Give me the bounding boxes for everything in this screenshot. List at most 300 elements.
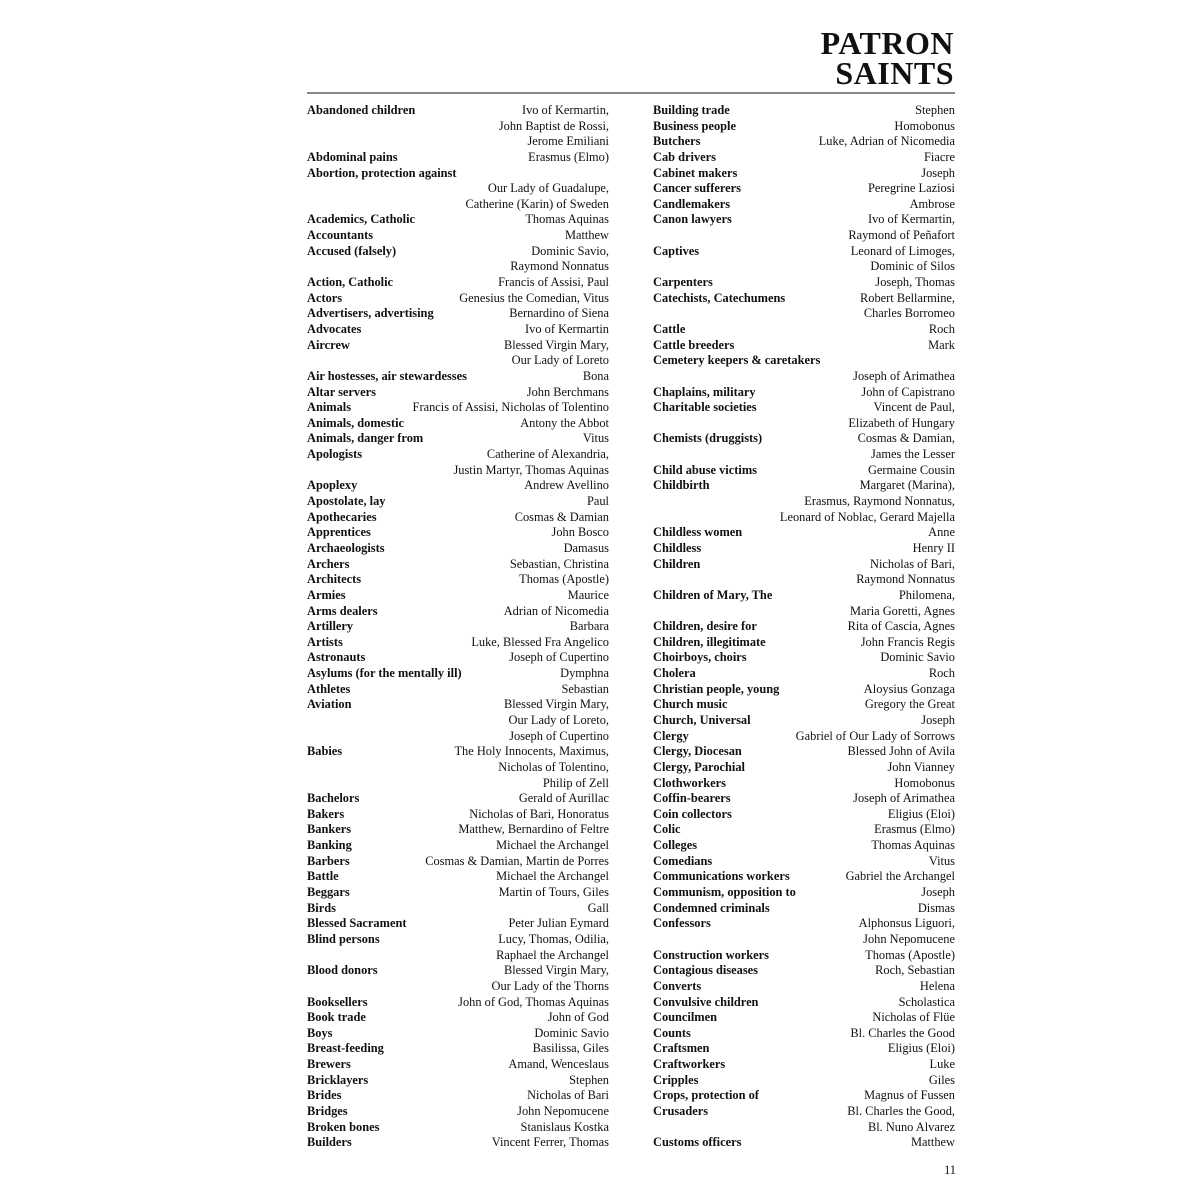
index-entry [307,916,609,932]
index-entry [653,776,955,792]
entry-term: Christian people, young [653,681,780,696]
index-entry [307,1057,609,1073]
entry-saint: Ivo of Kermartin, [867,212,955,227]
entry-term: Archers [307,556,350,571]
index-entry [653,838,955,854]
entry-term: Church, Universal [653,712,751,727]
entry-term: Artists [307,634,343,649]
index-entry [653,463,955,479]
entry-saint: Nicholas of Bari, [870,556,955,571]
page-number: 11 [944,1163,956,1177]
entry-saint: Joseph of Cupertino [509,650,609,665]
entry-saint: Leonard of Noblac, Gerard Majella [779,509,955,524]
entry-term: Accused (falsely) [307,243,397,258]
entry-saint: Our Lady of Guadalupe, [487,181,609,196]
index-entry [307,822,609,838]
entry-saint: Gerald of Aurillac [518,791,609,806]
entry-term: Chemists (druggists) [653,431,763,446]
entry-saint: Dominic of Silos [870,259,955,274]
entry-saint: Philomena, [898,587,955,602]
entry-term: Clergy, Diocesan [653,744,742,759]
entry-saint: Gregory the Great [864,697,955,712]
entry-saint: The Holy Innocents, Maximus, [454,744,609,759]
entry-saint: Nicholas of Bari [527,1088,609,1103]
index-entry [653,822,955,838]
entry-term: Building trade [653,103,730,117]
entry-term: Blind persons [307,931,380,946]
entry-saint: Bl. Charles the Good [850,1025,955,1040]
entry-term: Action, Catholic [307,275,394,290]
entry-saint: John of God [547,1010,609,1025]
index-entry [653,353,955,369]
index-entry [653,713,955,729]
entry-term: Condemned criminals [653,900,770,915]
entry-saint: Roch, Sebastian [875,963,955,978]
entry-saint: Joseph [921,712,955,727]
index-entry [307,776,609,792]
entry-saint: Stephen [569,1072,609,1087]
title-rule [307,92,955,94]
entry-saint: Luke [929,1057,955,1072]
index-entry [653,932,955,948]
index-entry [653,510,955,526]
entry-term: Apoplexy [307,478,358,493]
index-entry [653,729,955,745]
index-entry [653,1135,955,1151]
index-entry [653,682,955,698]
entry-saint: Basilissa, Giles [532,1041,609,1056]
entry-saint: Erasmus (Elmo) [874,822,955,837]
entry-saint: Peter Julian Eymard [508,916,609,931]
entry-term: Abandoned children [307,103,416,117]
entry-term: Artillery [307,619,354,634]
index-entry [653,791,955,807]
entry-saint: Our Lady of Loreto, [508,712,609,727]
index-entry [307,666,609,682]
index-entry [307,635,609,651]
entry-saint: Homobonus [894,775,955,790]
index-entry [653,604,955,620]
entry-term: Brewers [307,1057,351,1072]
entry-saint: Stephen [915,103,955,117]
index-entry [653,588,955,604]
index-entry [307,979,609,995]
entry-saint: Our Lady of the Thorns [491,978,609,993]
entry-saint: Magnus of Fussen [864,1088,955,1103]
entry-saint: Dismas [917,900,955,915]
index-entry [653,228,955,244]
entry-term: Crops, protection of [653,1088,759,1103]
index-entry [653,979,955,995]
entry-term: Athletes [307,681,351,696]
entry-saint: Helena [919,978,955,993]
entry-term: Convulsive children [653,994,759,1009]
index-entry [653,166,955,182]
entry-term: Babies [307,744,343,759]
entry-saint: Philip of Zell [542,775,609,790]
index-entry [653,572,955,588]
entry-saint: Justin Martyr, Thomas Aquinas [453,462,609,477]
index-entry [307,510,609,526]
entry-saint: Vitus [582,431,609,446]
entry-saint: Eligius (Eloi) [887,1041,955,1056]
index-entry [653,744,955,760]
index-entry [307,650,609,666]
entry-saint: Erasmus, Raymond Nonnatus, [804,494,955,509]
entry-saint: Thomas Aquinas [871,838,955,853]
index-entry [653,760,955,776]
entry-saint: Blessed Virgin Mary, [503,697,609,712]
entry-term: Apologists [307,447,363,462]
entry-term: Coffin-bearers [653,791,731,806]
entry-term: Accountants [307,228,374,243]
entry-term: Apprentices [307,525,371,540]
entry-term: Clergy, Parochial [653,759,745,774]
entry-term: Confessors [653,916,711,931]
entry-saint: Margaret (Marina), [859,478,955,493]
entry-saint: Luke, Adrian of Nicomedia [818,134,955,149]
entry-term: Crusaders [653,1104,709,1118]
entry-term: Colic [653,822,681,837]
entry-term: Boys [307,1025,333,1040]
index-entry [653,275,955,291]
entry-saint: Joseph of Arimathea [853,368,955,383]
entry-saint: Scholastica [898,994,955,1009]
index-entry [653,338,955,354]
index-entry [653,212,955,228]
index-entry [653,259,955,275]
right-column [653,103,955,1151]
entry-term: Animals, danger from [307,431,424,446]
entry-saint: Genesius the Comedian, Vitus [459,290,609,305]
entry-term: Banking [307,838,352,853]
index-entry [307,478,609,494]
entry-saint: John of God, Thomas Aquinas [458,994,609,1009]
index-entry [653,1104,955,1120]
entry-saint: Giles [928,1072,955,1087]
index-entry [307,322,609,338]
index-entry [307,854,609,870]
entry-saint: Andrew Avellino [524,478,609,493]
index-entry [653,119,955,135]
entry-saint: Gabriel the Archangel [845,869,955,884]
entry-term: Blessed Sacrament [307,916,407,931]
entry-saint: Bl. Charles the Good, [847,1104,955,1118]
entry-term: Actors [307,290,343,305]
entry-saint: Matthew [564,228,609,243]
entry-term: Coin collectors [653,806,732,821]
index-entry [307,807,609,823]
entry-saint: Anne [928,525,955,540]
entry-saint: Eligius (Eloi) [887,806,955,821]
entry-term: Catechists, Catechumens [653,290,786,305]
entry-saint: Nicholas of Flüe [872,1010,955,1025]
index-entry [653,697,955,713]
entry-saint: Bl. Nuno Alvarez [867,1119,955,1134]
entry-term: Brides [307,1088,342,1103]
index-entry [307,463,609,479]
entry-saint: Adrian of Nicomedia [503,603,609,618]
entry-saint: John Vianney [887,759,955,774]
index-entry [307,1010,609,1026]
index-entry [307,353,609,369]
entry-term: Bakers [307,806,345,821]
index-entry [307,385,609,401]
index-entry [653,854,955,870]
entry-term: Childless women [653,525,743,540]
index-entry [653,1010,955,1026]
index-entry [653,431,955,447]
entry-saint: Peregrine Laziosi [867,181,955,196]
index-entry [307,1041,609,1057]
entry-term: Cancer sufferers [653,181,741,196]
entry-saint: Antony the Abbot [520,415,609,430]
index-entry [307,134,609,150]
entry-saint: Lucy, Thomas, Odilia, [498,931,609,946]
entry-saint: Amand, Wenceslaus [508,1057,609,1072]
entry-saint: Cosmas & Damian, Martin de Porres [425,853,609,868]
entry-term: Childbirth [653,478,710,493]
index-entry [653,322,955,338]
index-entry [307,400,609,416]
entry-saint: Joseph, Thomas [875,275,955,290]
entry-saint: Dominic Savio [534,1025,609,1040]
index-entry [653,103,955,119]
index-entry [653,963,955,979]
index-entry [307,525,609,541]
entry-term: Abdominal pains [307,149,398,164]
entry-term: Apothecaries [307,509,377,524]
entry-term: Cabinet makers [653,165,738,180]
entry-term: Cattle [653,321,686,336]
index-entry [307,557,609,573]
index-entry [653,948,955,964]
entry-saint: Cosmas & Damian, [857,431,955,446]
index-entry [307,212,609,228]
index-entry [307,541,609,557]
index-entry [307,588,609,604]
entry-saint: Francis of Assisi, Nicholas of Tolentino [412,400,609,415]
entry-saint: Dominic Savio [880,650,955,665]
entry-term: Air hostesses, air stewardesses [307,368,467,383]
index-entry [653,478,955,494]
entry-term: Booksellers [307,994,368,1009]
entry-saint: Robert Bellarmine, [860,290,955,305]
entry-term: Advocates [307,321,362,336]
entry-saint: Raymond of Peñafort [848,228,955,243]
entry-term: Beggars [307,885,350,900]
index-entry [307,150,609,166]
index-entry [653,181,955,197]
entry-saint: Gall [587,900,609,915]
entry-saint: John Nepomucene [517,1104,609,1118]
index-entry [307,431,609,447]
index-entry [307,244,609,260]
index-entry [307,291,609,307]
entry-saint: Germaine Cousin [867,462,955,477]
entry-term: Broken bones [307,1119,380,1134]
entry-saint: Blessed John of Avila [847,744,955,759]
entry-saint: Mark [928,337,955,352]
entry-saint: Alphonsus Liguori, [858,916,955,931]
entry-term: Advertisers, advertising [307,306,434,321]
index-entry [307,572,609,588]
entry-term: Children of Mary, The [653,587,773,602]
entry-saint: Joseph [921,885,955,900]
index-entry [653,635,955,651]
index-entry [653,400,955,416]
index-entry [307,729,609,745]
entry-saint: Nicholas of Bari, Honoratus [469,806,609,821]
index-entry [307,181,609,197]
index-entry [307,932,609,948]
page-title-line1: PATRON [820,25,954,61]
entry-term: Bricklayers [307,1072,369,1087]
entry-term: Altar servers [307,384,376,399]
index-entry [653,1120,955,1136]
entry-term: Animals [307,400,352,415]
entry-term: Church music [653,697,728,712]
entry-term: Chaplains, military [653,384,756,399]
entry-saint: Henry II [912,540,955,555]
index-entry [307,963,609,979]
entry-saint: James the Lesser [871,447,955,462]
entry-term: Choirboys, choirs [653,650,747,665]
entry-saint: Joseph of Cupertino [509,728,609,743]
entry-saint: John Nepomucene [863,931,955,946]
entry-term: Charitable societies [653,400,757,415]
entry-term: Archaeologists [307,540,385,555]
entry-saint: Roch [928,321,955,336]
entry-term: Asylums (for the mentally ill) [307,666,462,681]
index-entry [653,901,955,917]
index-entry [307,682,609,698]
entry-term: Aviation [307,697,352,712]
index-entry [307,119,609,135]
entry-term: Construction workers [653,947,769,962]
entry-term: Canon lawyers [653,212,732,227]
index-entry [653,807,955,823]
entry-term: Captives [653,243,700,258]
index-entry [653,1026,955,1042]
entry-term: Cab drivers [653,149,716,164]
entry-term: Builders [307,1135,352,1150]
index-entry [307,306,609,322]
entry-saint: Catherine (Karin) of Sweden [465,196,609,211]
page-title-line2: SAINTS [835,55,954,91]
entry-saint: John Berchmans [526,384,609,399]
entry-term: Children, illegitimate [653,634,766,649]
entry-term: Aircrew [307,337,350,352]
index-entry [653,416,955,432]
index-entry [653,557,955,573]
entry-saint: Matthew [910,1135,955,1150]
index-entry [307,885,609,901]
entry-saint: Paul [586,494,609,509]
entry-term: Comedians [653,853,713,868]
entry-term: Business people [653,118,736,133]
index-entry [307,619,609,635]
entry-saint: Cosmas & Damian [514,509,609,524]
index-entry [653,447,955,463]
entry-term: Apostolate, lay [307,494,386,509]
entry-saint: John of Capistrano [861,384,955,399]
entry-term: Communications workers [653,869,790,884]
entry-saint: Catherine of Alexandria, [486,447,609,462]
entry-saint: Aloysius Gonzaga [863,681,955,696]
entry-term: Councilmen [653,1010,718,1025]
entry-saint: John Francis Regis [860,634,955,649]
entry-saint: Maria Goretti, Agnes [850,603,955,618]
entry-saint: Charles Borromeo [863,306,955,321]
entry-saint: Dymphna [560,666,609,681]
entry-saint: Fiacre [924,149,955,164]
entry-saint: Blessed Virgin Mary, [503,963,609,978]
entry-saint: Vitus [928,853,955,868]
entry-saint: Roch [928,666,955,681]
index-entry [653,291,955,307]
index-entry [307,760,609,776]
index-entry [307,1088,609,1104]
index-entry [653,666,955,682]
index-entry [307,901,609,917]
index-entry [653,541,955,557]
entry-term: Craftsmen [653,1041,710,1056]
entry-term: Carpenters [653,275,713,290]
index-entry [653,1088,955,1104]
entry-saint: Thomas Aquinas [525,212,609,227]
entry-saint: Maurice [567,587,609,602]
index-entry [653,1041,955,1057]
entry-saint: Jerome Emiliani [527,134,609,149]
entry-saint: Damasus [563,540,609,555]
entry-saint: Vincent de Paul, [873,400,955,415]
entry-term: Cattle breeders [653,337,735,352]
entry-term: Cemetery keepers & caretakers [653,353,821,368]
index-entry [653,995,955,1011]
entry-term: Bankers [307,822,352,837]
entry-saint: Ambrose [909,196,955,211]
entry-saint: Our Lady of Loreto [511,353,609,368]
entry-term: Childless [653,540,702,555]
entry-term: Customs officers [653,1135,742,1150]
entry-term: Child abuse victims [653,462,757,477]
entry-saint: Martin of Tours, Giles [498,885,609,900]
index-entry [307,103,609,119]
index-entry [307,744,609,760]
index-entry [307,447,609,463]
entry-saint: Stanislaus Kostka [520,1119,609,1134]
index-entry [653,1073,955,1089]
entry-saint: Thomas (Apostle) [519,572,609,587]
index-entry [307,713,609,729]
entry-term: Colleges [653,838,698,853]
entry-saint: Francis of Assisi, Paul [498,275,609,290]
entry-saint: John Bosco [551,525,609,540]
index-entry [307,948,609,964]
index-entry [653,244,955,260]
index-entry [653,885,955,901]
index-entry [307,604,609,620]
entry-saint: Sebastian [561,681,609,696]
index-entry [653,1057,955,1073]
entry-term: Clergy [653,728,689,743]
index-entry [307,791,609,807]
entry-saint: John Baptist de Rossi, [498,118,609,133]
index-entry [653,134,955,150]
entry-term: Academics, Catholic [307,212,416,227]
index-entry [653,525,955,541]
